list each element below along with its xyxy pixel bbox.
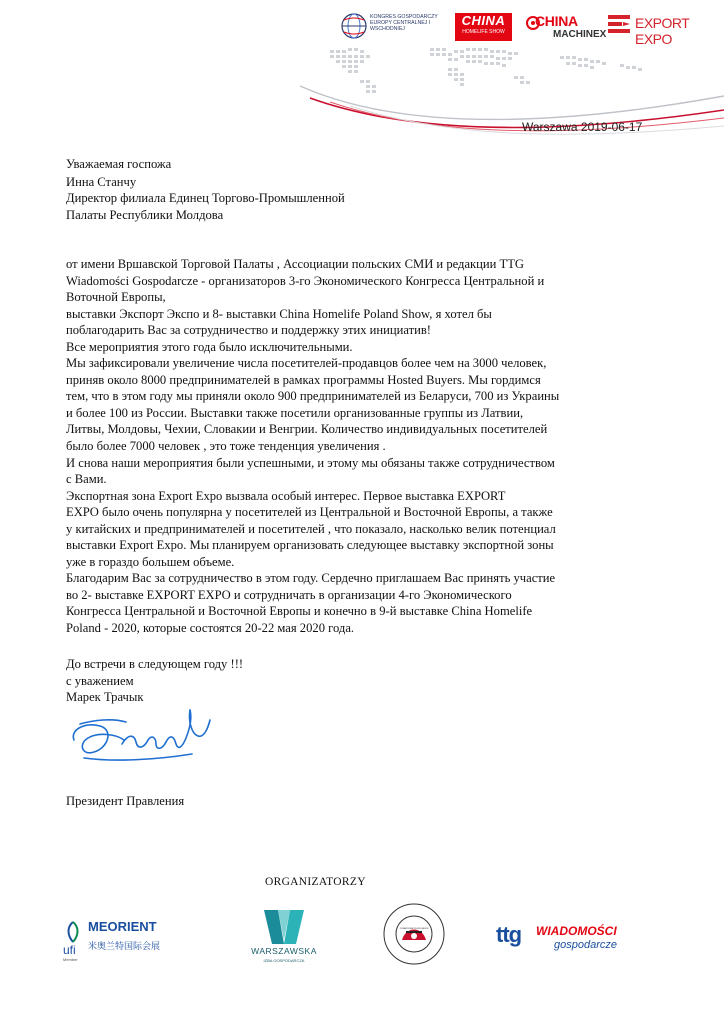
- media-association-logo: [382, 902, 446, 966]
- media-association-seal-icon: [382, 902, 446, 966]
- body-line: Мы зафиксировали увеличение числа посетителей-продавцов более чем на 3000 человек,: [66, 356, 547, 370]
- body-line: уже в гораздо большем объеме.: [66, 555, 235, 569]
- warszawska-izba-logo: [244, 910, 324, 964]
- warszawska-text: WARSZAWSKA: [251, 946, 317, 956]
- body-line: выставки Export Expo. Мы планируем организовать следующее выставку экспортной зоны: [66, 538, 554, 552]
- body-line: Благодарим Вас за сотрудничество в этом году. Сердечно приглашаем Вас принять участие: [66, 571, 556, 585]
- body-line: у китайских и предпринимателей и посетителей , что показало, насколько велик потенциал: [66, 522, 556, 536]
- signature-caption: Президент Правления: [66, 794, 185, 808]
- closing-line: Марек Трачык: [66, 690, 144, 704]
- media-association-text: STOWARZYSZENIE POLSKICH MEDIÓW: [399, 929, 429, 930]
- ttg-gosp-text: gospodarcze: [554, 939, 617, 951]
- body-line: Все мероприятия этого года было исключительными.: [66, 340, 353, 354]
- body-line: И снова наши мероприятия были успешными, и этому мы обязаны также сотрудничеством: [66, 456, 555, 470]
- body-line: Экспортная зона Export Expo вызвала особый интерес. Первое выставка EXPORT: [66, 489, 506, 503]
- export-expo-logo: [608, 13, 720, 47]
- meorient-logo: [63, 915, 178, 963]
- china-homelife-sub: HOMELIFE SHOW: [462, 29, 505, 35]
- meorient-cn-text: 米奥兰特国际会展: [88, 942, 161, 952]
- china-machinex-sub: MACHINEX: [553, 29, 607, 40]
- body-line: было более 7000 человек , это тоже тенденция увеличения .: [66, 439, 386, 453]
- body-line: от имени Вршавской Торговой Палаты , Ассоциации польских СМИ и редакции TTG: [66, 257, 525, 271]
- swoosh-gray: [300, 86, 724, 119]
- china-machinex-logo: [525, 13, 607, 43]
- body-line: Poland - 2020, которые состоятся 20-22 мая 2020 года.: [66, 621, 355, 635]
- kongres-globe-icon: [340, 12, 368, 40]
- body-line: поблагодарить Вас за сотрудничество и поддержку этих инициатив!: [66, 323, 431, 337]
- export-expo-text: EXPORT EXPO: [635, 15, 690, 47]
- ufi-text: ufi: [63, 943, 76, 957]
- china-homelife-main: CHINA: [461, 13, 506, 28]
- meorient-text: MEORIENT: [88, 919, 157, 934]
- kongres-logo: [340, 10, 450, 44]
- closing-line: До встречи в следующем году !!!: [66, 657, 244, 671]
- letter-date: Warszawa 2019-06-17: [522, 120, 643, 134]
- ttg-text: ttg: [496, 922, 522, 947]
- header-banner: [300, 36, 724, 136]
- body-line: во 2- выставке EXPORT EXPO и сотрудничать в организации 4-го Экономического: [66, 588, 512, 602]
- body-line: EXPO было очень популярна у посетителей из Центральной и Восточной Европы, а также: [66, 505, 553, 519]
- warszawska-sub: IZBA GOSPODARCZA: [263, 958, 305, 963]
- body-line: тем, что в этом году мы приняли около 900 предпринимателей из Беларуси, 700 из Украины: [66, 389, 560, 403]
- body-line: с Вами.: [66, 472, 107, 486]
- body-line: Конгресса Центральной и Восточной Европы и конечно в 9-й выставке China Homelife: [66, 604, 533, 618]
- ttg-logo: [496, 922, 626, 956]
- organizers-title: ORGANIZATORZY: [265, 876, 366, 888]
- addressee-line: Палаты Республики Молдова: [66, 208, 224, 222]
- addressee-line: Директор филиала Единец Торгово-Промышленной: [66, 191, 345, 205]
- ufi-sub: Member: [63, 957, 78, 962]
- body-line: выставки Экспорт Экспо и 8- выставки China Homelife Poland Show, я хотел бы: [66, 307, 492, 321]
- warszawska-mark-icon: [264, 910, 304, 944]
- china-machinex-main: CHINA: [535, 13, 578, 29]
- world-map-dots: [330, 48, 642, 93]
- body-line: и более 100 из России. Выставки также посетили организованные группы из Латвии,: [66, 406, 524, 420]
- china-homelife-logo: [455, 13, 512, 41]
- ufi-mark-icon: [63, 921, 83, 943]
- body-line: Wiadomości Gospodarcze - организаторов 3-го Экономического Конгресса Центральной и: [66, 274, 545, 288]
- ttg-wiad-text: WIADOMOŚCI: [536, 924, 617, 938]
- body-line: приняв около 8000 предпринимателей в рамках программы Hosted Buyers. Мы гордимся: [66, 373, 541, 387]
- closing-line: с уважением: [66, 674, 134, 688]
- body-line: Литвы, Молдовы, Чехии, Словакии и Венгрии. Количество индивидуальных посетителей: [66, 422, 548, 436]
- body-line: Воточной Европы,: [66, 290, 166, 304]
- addressee-line: Уважаемая госпожа: [66, 157, 172, 171]
- signature: [64, 700, 224, 770]
- export-expo-mark-icon: [608, 15, 632, 33]
- kongres-text: KONGRES GOSPODARCZY EUROPY CENTRALNEJ I WSCHODNIEJ: [370, 14, 438, 33]
- addressee-line: Инна Станчу: [66, 175, 137, 189]
